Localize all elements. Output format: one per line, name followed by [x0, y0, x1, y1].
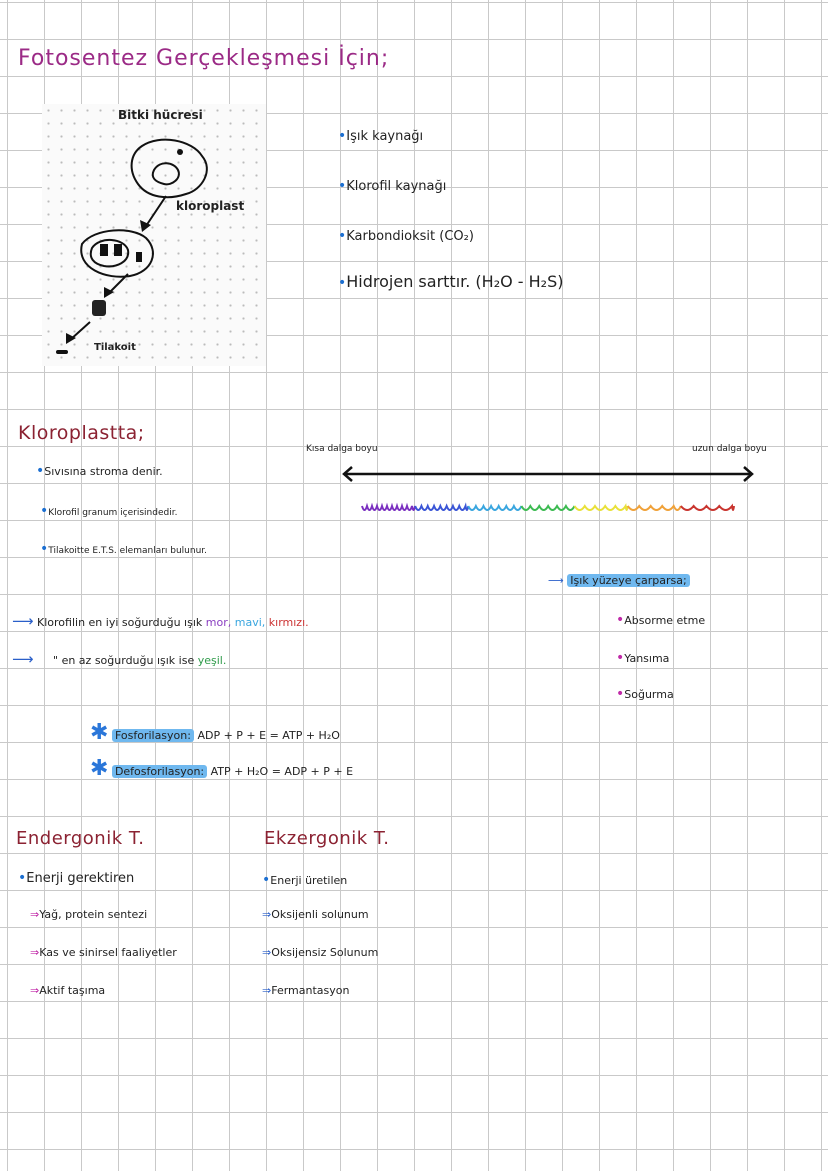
bullet-icon: • [616, 686, 625, 702]
double-arrow-icon: ⇒ [262, 984, 272, 997]
arrow-icon: ⟶ [12, 612, 34, 630]
bullet-icon: • [338, 275, 347, 291]
list-item: •Karbondioksit (CO₂) [338, 228, 474, 244]
bullet-icon: • [338, 128, 347, 144]
ekzergonik-heading: Ekzergonik T. [264, 828, 390, 849]
list-item: ⇒Yağ, protein sentezi [30, 908, 148, 921]
endergonik-heading: Endergonik T. [16, 828, 145, 849]
list-item: ⇒Oksijenli solunum [262, 908, 369, 921]
double-arrow-icon: ⇒ [30, 984, 40, 997]
arrow-icon: ⟶ [12, 650, 34, 668]
list-item: •Tilakoitte E.T.S. elemanları bulunur. [40, 541, 208, 557]
short-wave-label: Kısa dalga boyu [306, 444, 378, 454]
double-arrow-icon: ⇒ [262, 908, 272, 921]
list-item: ⇒Aktif taşıma [30, 984, 106, 997]
cell-label: Bitki hücresi [118, 108, 203, 122]
reaction-row: ✱ Fosforilasyon: ADP + P + E = ATP + H₂O [90, 720, 340, 745]
bullet-icon: • [616, 612, 625, 628]
asterisk-icon: ✱ [90, 756, 109, 781]
surface-heading: ⟶ Işık yüzeye çarparsa; [548, 574, 690, 587]
wave-segment [468, 506, 521, 510]
list-item: •Enerji gerektiren [18, 870, 135, 886]
bullet-icon: • [18, 870, 27, 886]
kloroplast-heading: Kloroplastta; [18, 422, 145, 444]
double-arrow-icon: ⇒ [30, 908, 40, 921]
list-item: •Yansıma [616, 650, 670, 666]
bullet-icon: • [40, 541, 49, 557]
asterisk-icon: ✱ [90, 720, 109, 745]
wave-line [362, 506, 734, 510]
wave-segment [415, 506, 468, 510]
list-item: ⇒Fermantasyon [262, 984, 350, 997]
wave-segment [681, 506, 734, 510]
cell-diagram [42, 104, 266, 366]
bullet-icon: • [338, 178, 347, 194]
cell-illustration [42, 104, 266, 366]
wave-segment [575, 506, 628, 510]
bullet-icon: • [262, 872, 271, 888]
double-arrow-icon: ⇒ [262, 946, 272, 959]
double-arrow-icon: ⇒ [30, 946, 40, 959]
list-item: •Işık kaynağı [338, 128, 424, 144]
list-item: •Sıvısına stroma denir. [36, 463, 163, 479]
thylakoid-label: Tilakoit [94, 342, 136, 353]
list-item: •Klorofil kaynağı [338, 178, 447, 194]
list-item: ⇒Oksijensiz Solunum [262, 946, 379, 959]
wave-segment [362, 506, 415, 510]
page-title: Fotosentez Gerçekleşmesi İçin; [18, 46, 390, 71]
list-item: •Absorme etme [616, 612, 706, 628]
list-item: •Klorofil granum içerisindedir. [40, 503, 178, 519]
list-item: ⇒Kas ve sinirsel faaliyetler [30, 946, 177, 959]
long-wave-label: uzun dalga boyu [692, 444, 767, 454]
absorb-line-1: ⟶ Klorofilin en iyi soğurduğu ışık mor, mavi, kırmızı. [12, 612, 309, 630]
list-item: •Soğurma [616, 686, 674, 702]
spectrum-diagram [338, 462, 762, 522]
wave-segment [628, 506, 681, 510]
wave-segment [521, 506, 574, 510]
bullet-icon: • [616, 650, 625, 666]
arrow-icon: ⟶ [548, 574, 564, 587]
chloroplast-label: kloroplast [176, 199, 245, 213]
bullet-icon: • [36, 463, 45, 479]
reaction-row: ✱ Defosforilasyon: ATP + H₂O = ADP + P + E [90, 756, 354, 781]
absorb-line-2: ⟶ " en az soğurduğu ışık ise yeşil. [12, 650, 227, 668]
bullet-icon: • [40, 503, 49, 519]
list-item: •Enerji üretilen [262, 872, 348, 888]
list-item: •Hidrojen sarttır. (H₂O - H₂S) [338, 272, 564, 291]
bullet-icon: • [338, 228, 347, 244]
